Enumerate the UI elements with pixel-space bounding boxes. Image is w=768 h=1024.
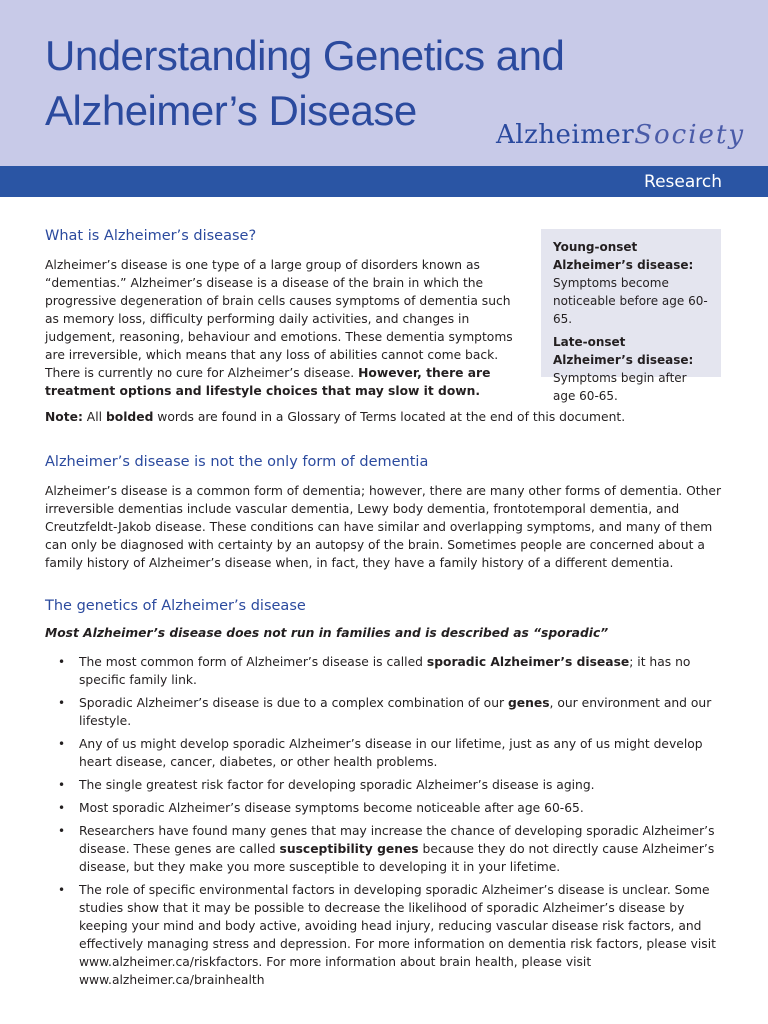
late-onset-text: Symptoms begin after age 60-65.: [553, 371, 687, 403]
note-bold-word: bolded: [105, 410, 154, 424]
page-title-line-2: Alzheimer’s Disease: [45, 87, 417, 134]
list-item: [45, 776, 725, 794]
bullet-icon: •: [58, 883, 66, 897]
list-item-bold: genes: [507, 696, 550, 710]
dementia-paragraph: Alzheimer’s disease is a common form of dementia; however, there are many other forms of dementia. Other irreversible dementias include vascular dementia, Lewy body dementia, frontotemporal dementia, and Creutzfeldt-Jakob disease. These conditions can have similar and overlapping symptoms, and many of them can only be diagnosed with certainty by an autopsy of the brain. Sometimes people are concerned about a family history of Alzheimer’s disease when, in fact, they have a family history of a different dementia.: [45, 484, 722, 570]
list-item: [45, 799, 725, 817]
note-post: words are found in a Glossary of Terms located at the end of this document.: [153, 410, 626, 424]
list-item-text: Sporadic Alzheimer’s disease is due to a complex combination of our: [79, 696, 508, 710]
category-label: Research: [644, 172, 722, 192]
intro-bold-text: However, there are treatment options and lifestyle choices that may slow it down.: [45, 366, 491, 398]
list-item-bold: sporadic Alzheimer’s disease: [426, 655, 630, 669]
section-what-is-alzheimers: [45, 226, 725, 426]
list-item: [45, 881, 725, 989]
list-item-text: Most sporadic Alzheimer’s disease symptoms become noticeable after age 60-65.: [79, 801, 584, 815]
young-onset-text: Symptoms become noticeable before age 60-65.: [553, 276, 708, 326]
bullet-icon: •: [58, 801, 66, 815]
young-onset-term: Young-onset Alzheimer’s disease:: [553, 240, 694, 272]
list-item-text: Researchers have found many genes that may increase the chance of developing sporadic Alzheimer’s disease. These genes are called: [79, 824, 715, 856]
list-item-text: The single greatest risk factor for developing sporadic Alzheimer’s disease is aging.: [79, 778, 595, 792]
genetics-bullet-list: [45, 653, 725, 989]
alzheimer-society-logo: [496, 120, 745, 150]
page-title: [45, 28, 564, 138]
list-item-text: Any of us might develop sporadic Alzheimer’s disease in our lifetime, just as any of us might develop heart disease, cancer, diabetes, or other health problems.: [79, 737, 703, 769]
page-title-line-1: Understanding Genetics and: [45, 32, 565, 79]
glossary-note: [45, 408, 725, 426]
list-item-text: The role of specific environmental factors in developing sporadic Alzheimer’s disease is unclear. Some studies show that it may be possible to decrease the likelihood of sporadic Alzheimer’s disease by keeping your mind and body active, avoiding head injury, reducing vascular disease risk factors, and effectively managing stress and depression. For more information on dementia risk factors, please visit www.alzheimer.ca/riskfactors. For more information about brain health, please visit www.alzheimer.ca/brainhealth: [79, 883, 716, 987]
page-header: [0, 0, 768, 166]
bullet-icon: •: [58, 655, 66, 669]
list-item-text: , our environment and our lifestyle.: [79, 696, 712, 728]
section-other-dementias: [45, 452, 725, 572]
list-item: [45, 653, 725, 689]
list-item-text: because they do not directly cause Alzheimer’s disease, but they make you more susceptible to developing it in your lifetime.: [79, 842, 715, 874]
bullet-icon: •: [58, 824, 66, 838]
section-heading: What is Alzheimer’s disease?: [45, 228, 257, 244]
intro-text: Alzheimer’s disease is one type of a large group of disorders known as “dementias.” Alzheimer’s disease is a disease of the brain in which the progressive degeneration of brain cells causes symptoms of dementia such as memory loss, difficulty performing daily activities, and changes in judgement, reasoning, behaviour and emotions. These dementia symptoms are irreversible, which means that any loss of abilities cannot come back. There is currently no cure for Alzheimer’s disease.: [45, 258, 513, 380]
bullet-icon: •: [58, 778, 66, 792]
list-item-text: The most common form of Alzheimer’s disease is called: [79, 655, 427, 669]
intro-paragraph: [45, 256, 515, 400]
note-pre: All: [82, 410, 106, 424]
section-genetics: [45, 596, 725, 994]
genetics-lead: Most Alzheimer’s disease does not run in families and is described as “sporadic”: [45, 626, 609, 640]
section-heading: Alzheimer’s disease is not the only form of dementia: [45, 454, 429, 470]
list-item: [45, 735, 725, 771]
list-item: [45, 694, 725, 730]
list-item-bold: susceptibility genes: [279, 842, 419, 856]
note-label: Note:: [45, 410, 83, 424]
logo-secondary-text: Society: [634, 120, 746, 150]
list-item-text: ; it has no specific family link.: [79, 655, 691, 687]
category-band: [0, 166, 768, 197]
logo-primary-text: Alzheimer: [496, 120, 635, 150]
bullet-icon: •: [58, 696, 66, 710]
late-onset-term: Late-onset Alzheimer’s disease:: [553, 335, 694, 367]
bullet-icon: •: [58, 737, 66, 751]
list-item: [45, 822, 725, 876]
section-heading: The genetics of Alzheimer’s disease: [45, 598, 306, 614]
